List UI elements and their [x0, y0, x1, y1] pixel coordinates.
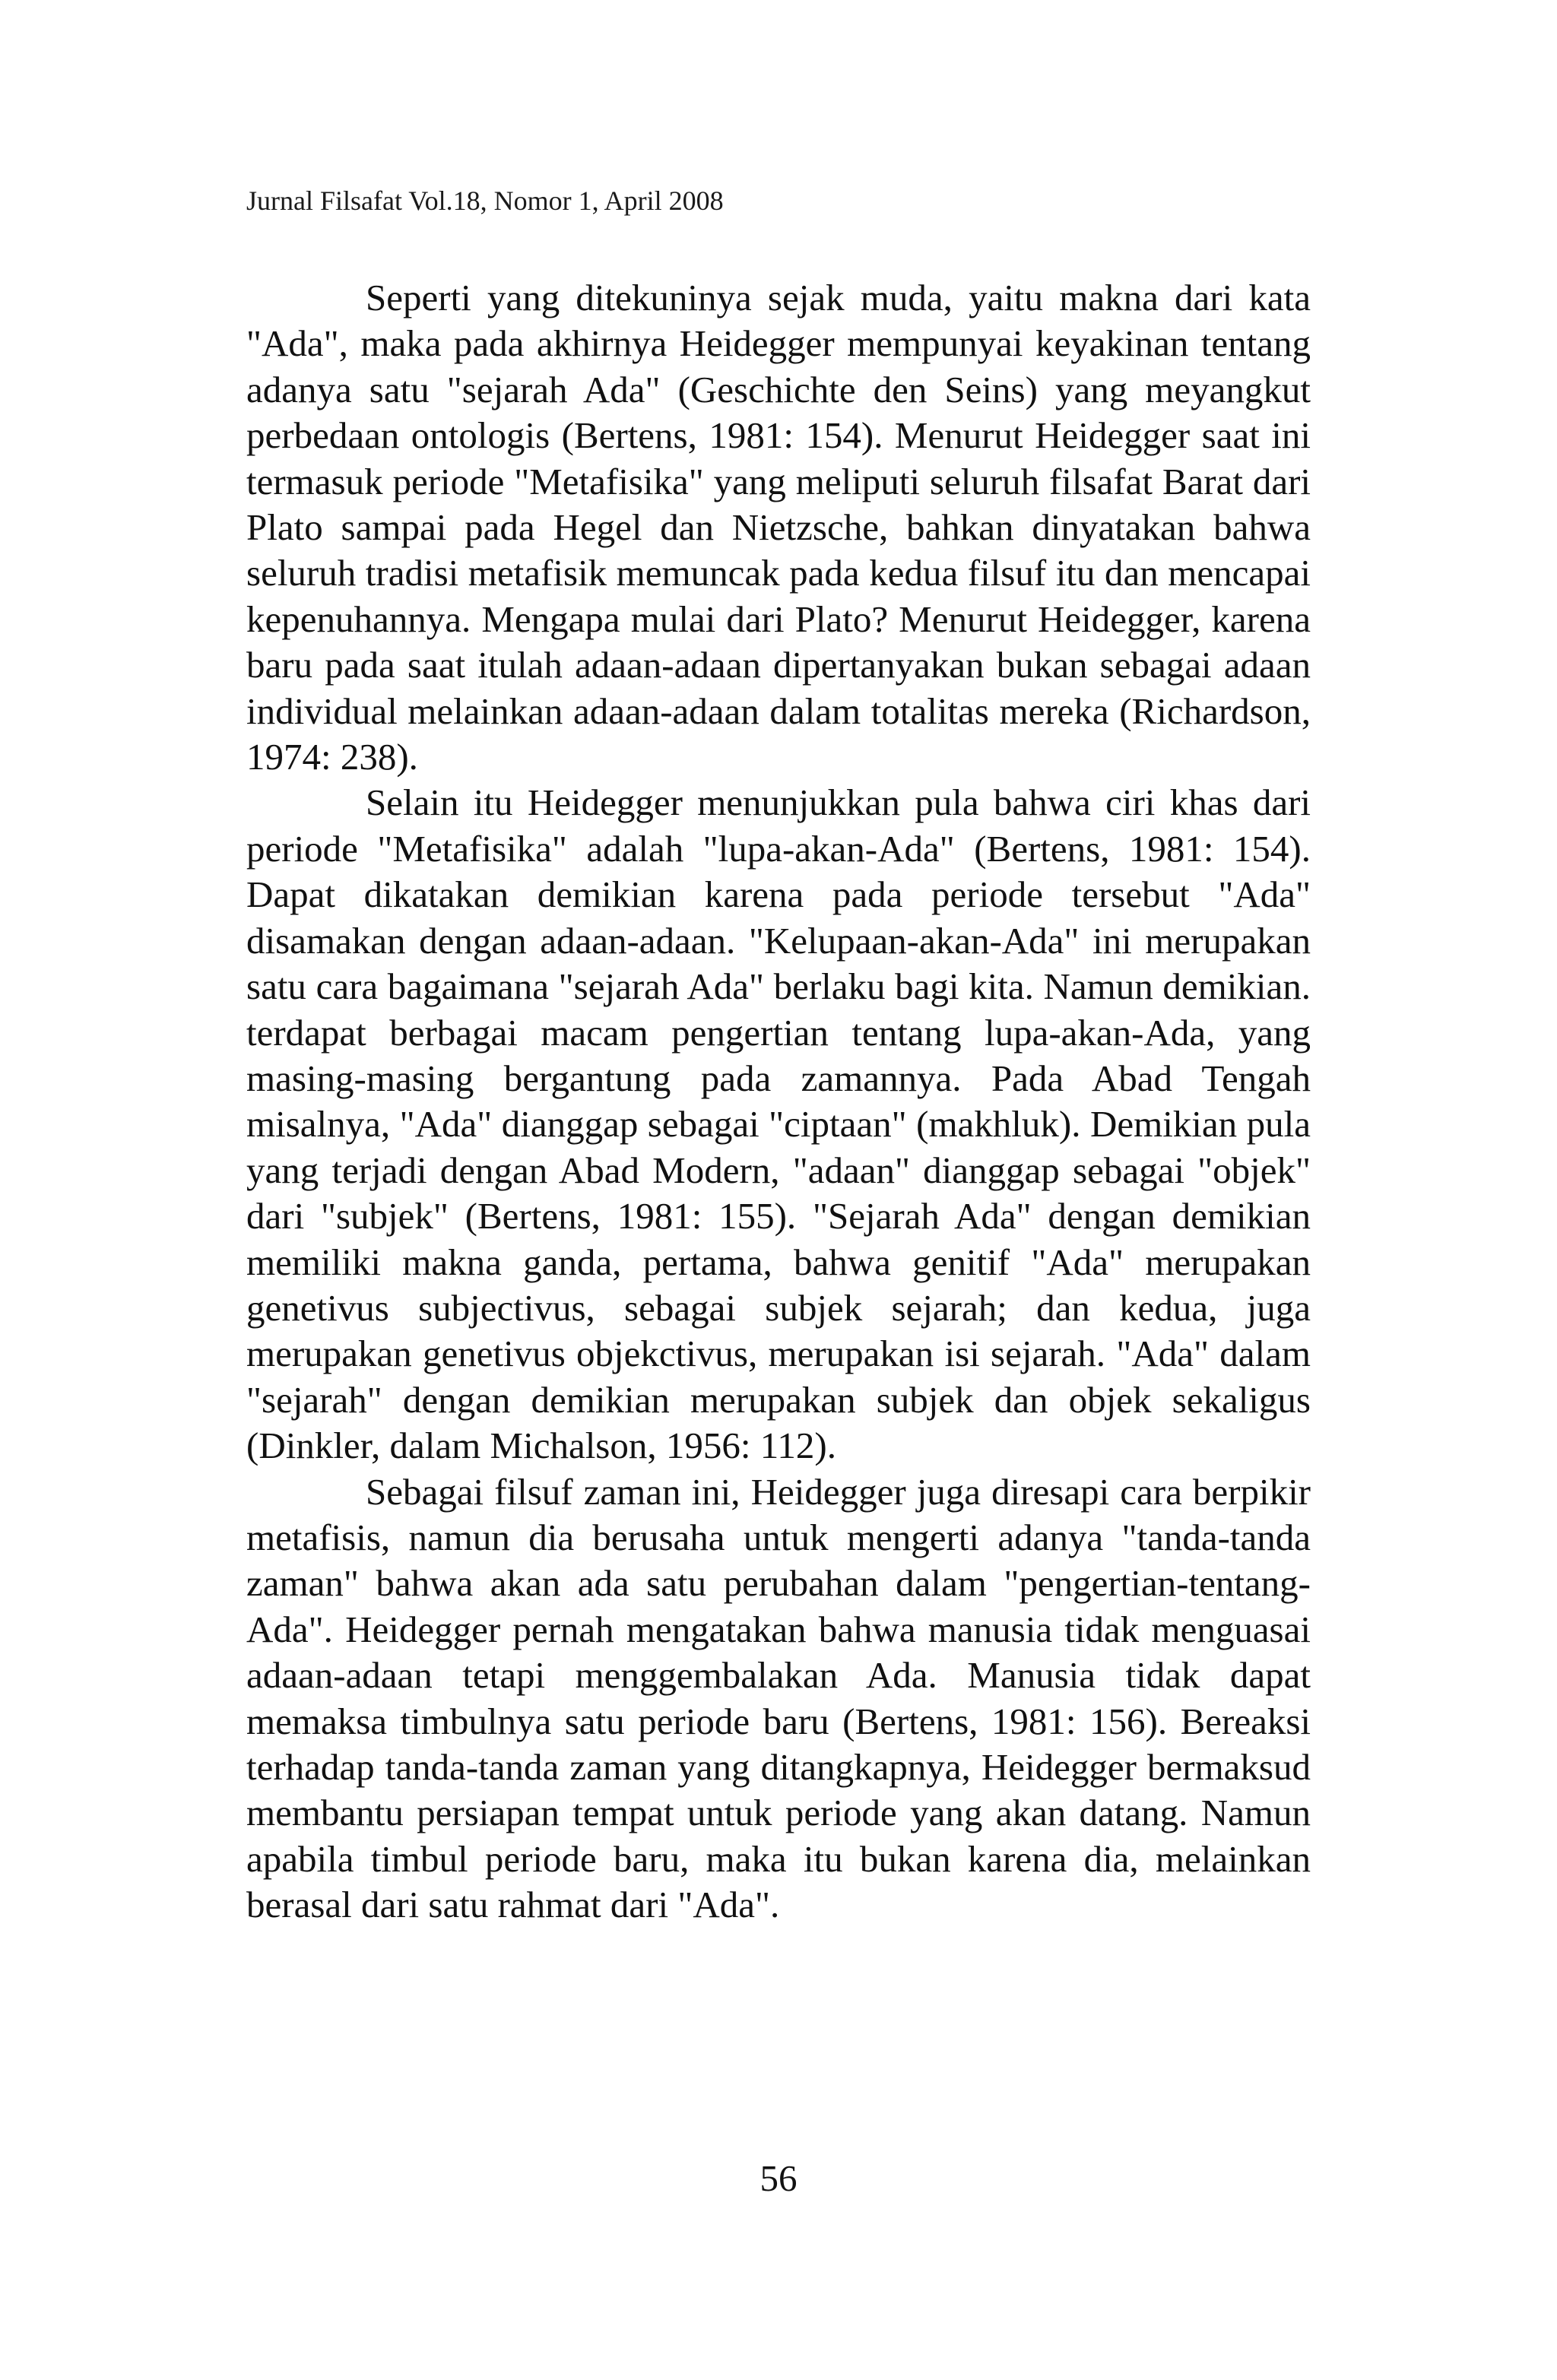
- running-header: Jurnal Filsafat Vol.18, Nomor 1, April 2008: [246, 185, 724, 216]
- paragraph-lupa-akan-ada: Selain itu Heidegger menunjukkan pula bahwa ciri khas dari periode "Metafisika" adalah "lupa-akan-Ada" (Bertens, 1981: 154). Dapat dikatakan demikian karena pada periode tersebut "Ada" disamakan dengan adaan-adaan. "Kelupaan-akan-Ada" ini merupakan satu cara bagaimana "sejarah Ada" berlaku bagi kita. Namun demikian. terdapat berbagai macam pengertian tentang lupa-akan-Ada, yang masing-masing bergantung pada zamannya. Pada Abad Tengah misalnya, "Ada" dianggap sebagai "ciptaan" (makhluk). Demikian pula yang terjadi dengan Abad Modern, "adaan" dianggap sebagai "objek" dari "subjek" (Bertens, 1981: 155). "Sejarah Ada" dengan demikian memiliki makna ganda, pertama, bahwa genitif "Ada" merupakan genetivus subjectivus, sebagai subjek sejarah; dan kedua, juga merupakan genetivus objekctivus, merupakan isi sejarah. "Ada" dalam "sejarah" dengan demikian merupakan subjek dan objek sekaligus (Dinkler, dalam Michalson, 1956: 112).: [246, 781, 1311, 1467]
- article-body: [246, 275, 1311, 1928]
- paragraph-tanda-tanda-zaman: Sebagai filsuf zaman ini, Heidegger juga diresapi cara berpikir metafisis, namun dia berusaha untuk mengerti adanya "tanda-tanda zaman" bahwa akan ada satu perubahan dalam "pengertian-tentang-Ada". Heidegger pernah mengatakan bahwa manusia tidak menguasai adaan-adaan tetapi menggembalakan Ada. Manusia tidak dapat memaksa timbulnya satu periode baru (Bertens, 1981: 156). Bereaksi terhadap tanda-tanda zaman yang ditangkapnya, Heidegger bermaksud membantu persiapan tempat untuk periode yang akan datang. Namun apabila timbul periode baru, maka itu bukan karena dia, melainkan berasal dari satu rahmat dari "Ada".: [246, 1470, 1311, 1926]
- page-number: 56: [759, 2157, 798, 2199]
- paragraph-heidegger-sejarah-ada: Seperti yang ditekuninya sejak muda, yaitu makna dari kata "Ada", maka pada akhirnya Heidegger mempunyai keyakinan tentang adanya satu "sejarah Ada" (Geschichte den Seins) yang meyangkut perbedaan ontologis (Bertens, 1981: 154). Menurut Heidegger saat ini termasuk periode "Metafisika" yang meliputi seluruh filsafat Barat dari Plato sampai pada Hegel dan Nietzsche, bahkan dinyatakan bahwa seluruh tradisi metafisik memuncak pada kedua filsuf itu dan mencapai kepenuhannya. Mengapa mulai dari Plato? Menurut Heidegger, karena baru pada saat itulah adaan-adaan dipertanyakan bukan sebagai adaan individual melainkan adaan-adaan dalam totalitas mereka (Richardson, 1974: 238).: [246, 277, 1311, 778]
